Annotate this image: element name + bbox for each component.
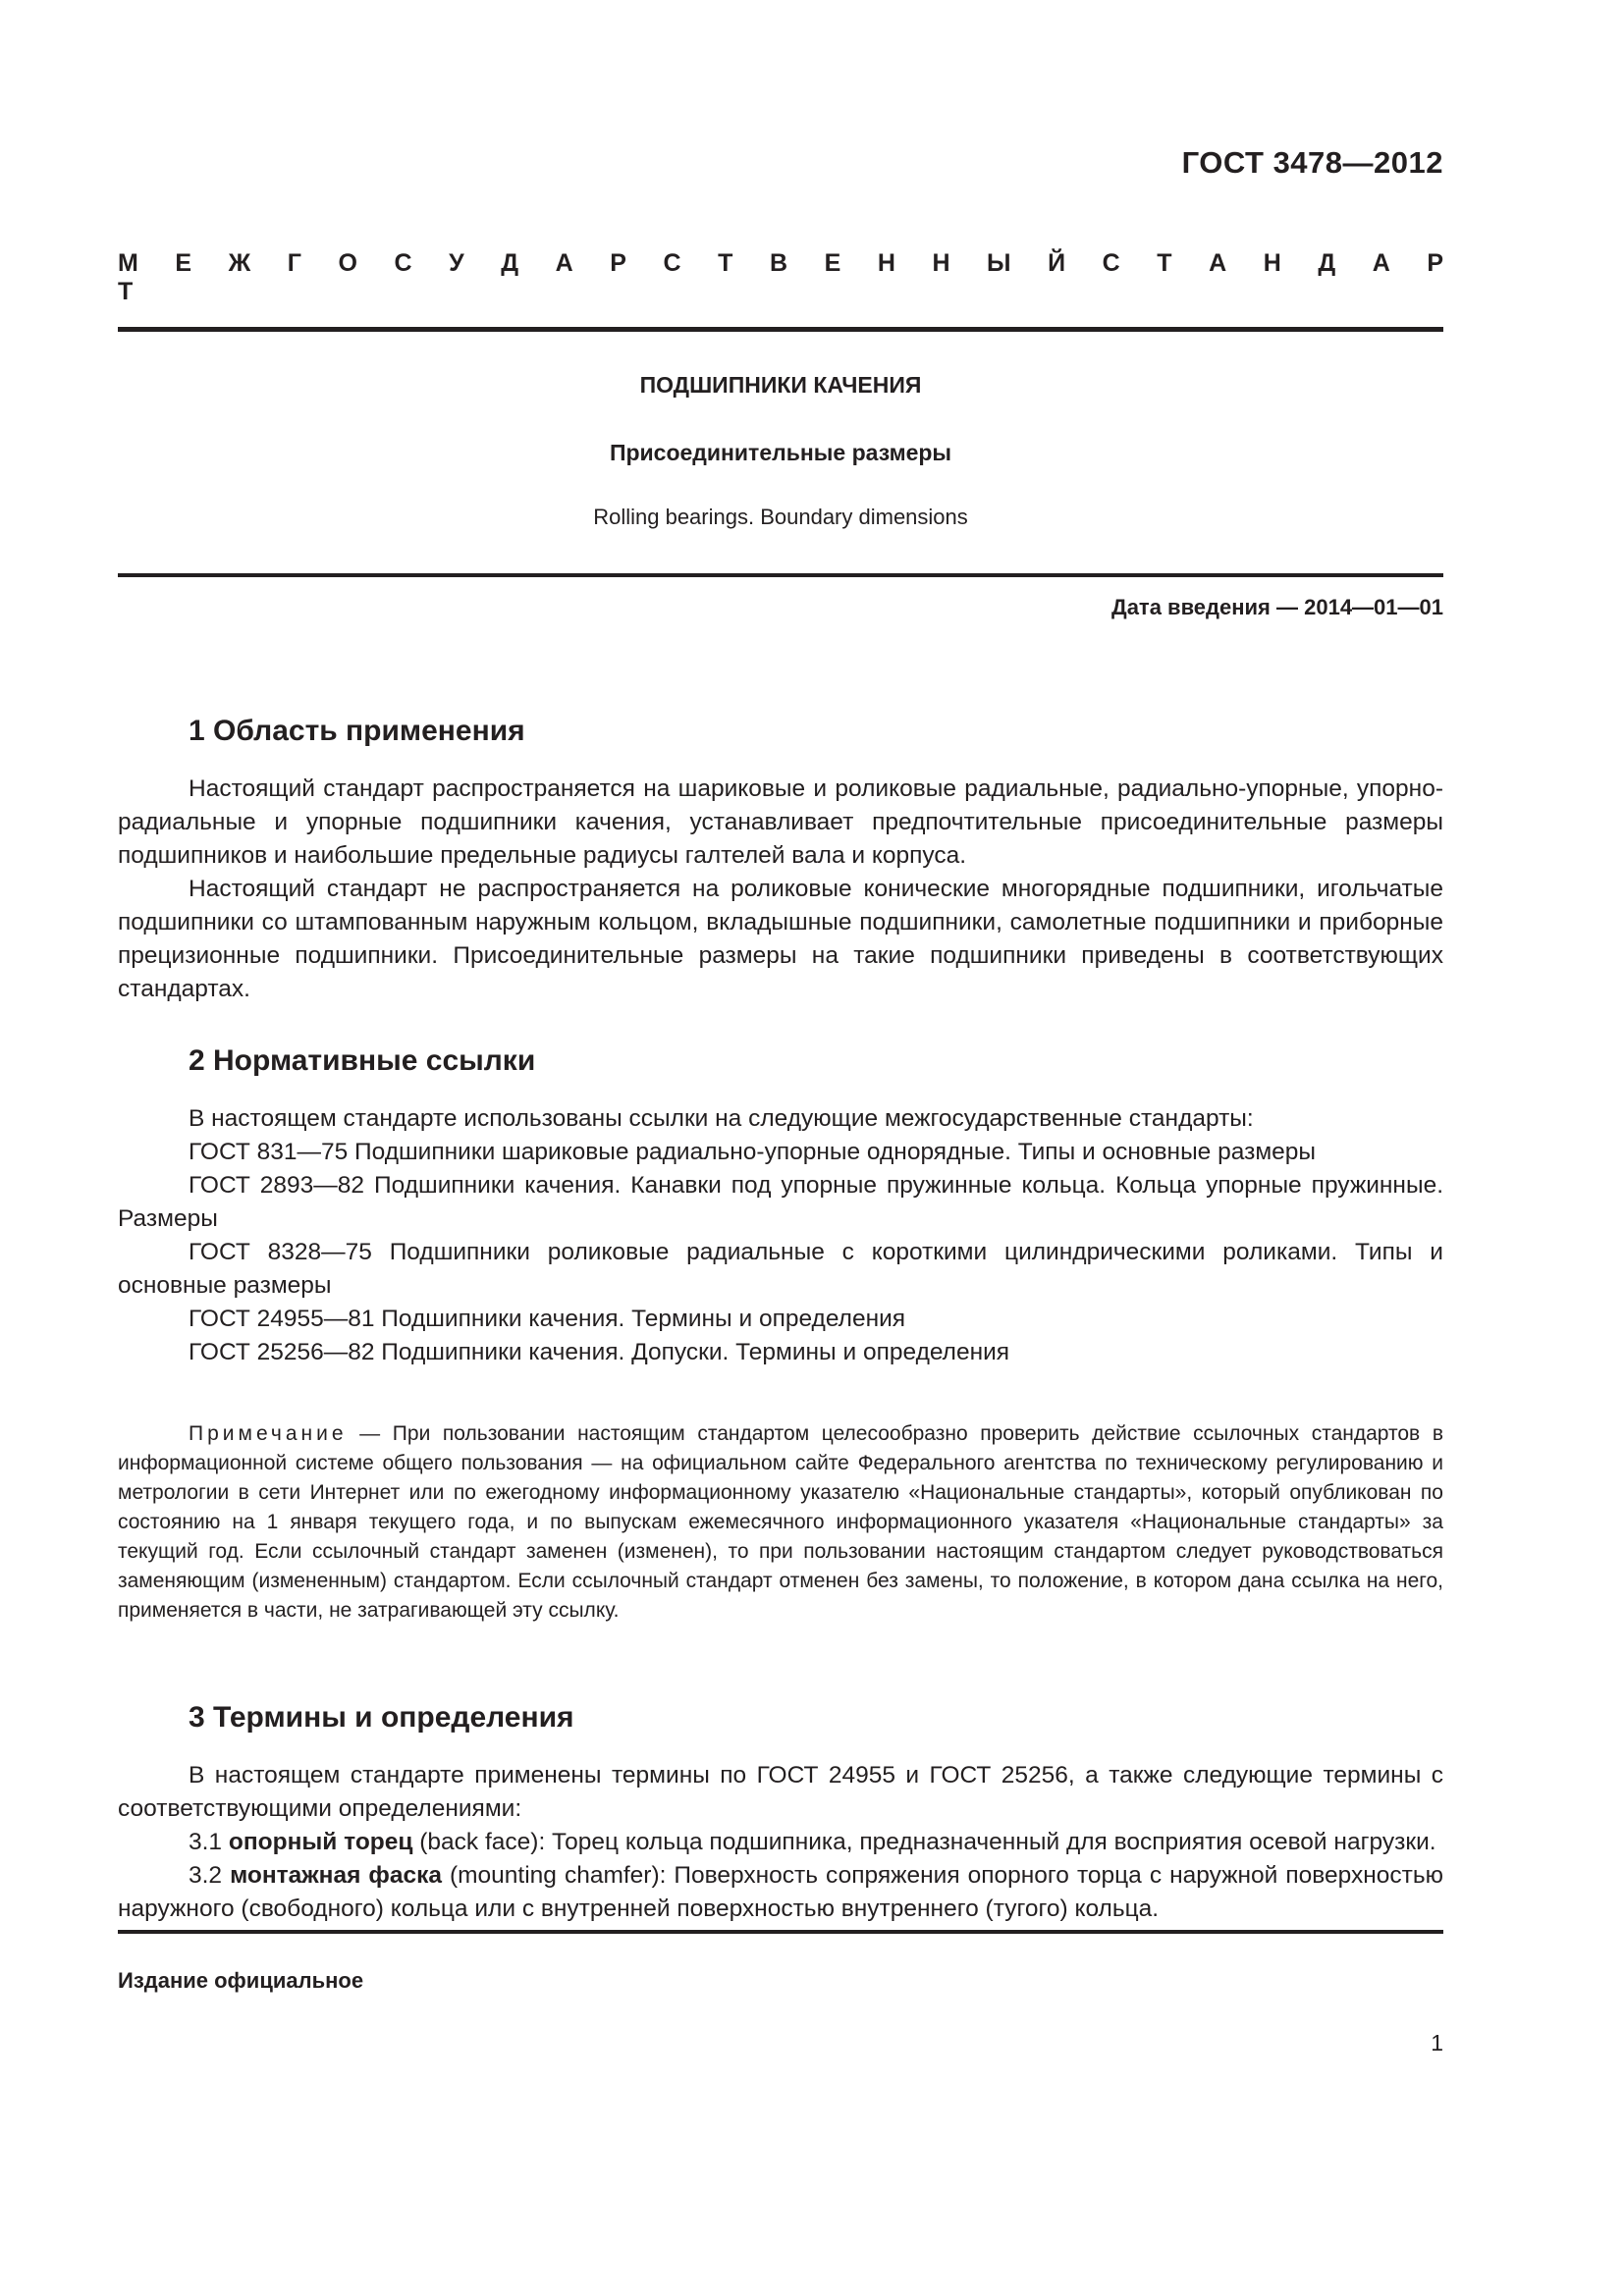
note-text: — При пользовании настоящим стандартом целесообразно проверить действие ссылочных стандартов в информационной системе общего пользования — на официальном сайте Федерального агентства по техническому регулированию и метрологии в сети Интернет или по ежегодному информационному указателю «Национальные стандарты», который опубликован по состоянию на 1 января текущего года, и по выпускам ежемесячного информационного указателя «Национальные стандарты» за текущий год. Если ссылочный стандарт заменен (изменен), то при пользовании настоящим стандартом следует руководствоваться заменяющим (измененным) стандартом. Если ссылочный стандарт отменен без замены, то положение, в котором дана ссылка на него, применяется в части, не затрагивающей эту ссылку.: [118, 1422, 1443, 1622]
note-block: [118, 1419, 1443, 1626]
term-definition: [118, 1826, 1443, 1859]
section-3-body: [118, 1759, 1443, 1926]
section-2-intro: В настоящем стандарте использованы ссылки на следующие межгосударственные стандарты:: [189, 1105, 1254, 1132]
section-1-paragraph: Настоящий стандарт распространяется на шариковые и роликовые радиальные, радиально-упорные, упорно-радиальные и упорные подшипники качения, устанавливает предпочтительные присоединительные размеры подшипников и наибольшие предельные радиусы галтелей вала и корпуса.: [118, 775, 1443, 869]
reference-item: ГОСТ 2893—82 Подшипники качения. Канавки под упорные пружинные кольца. Кольца упорные пружинные. Размеры: [118, 1172, 1443, 1232]
official-edition-label: Издание официальное: [118, 1968, 364, 1993]
note-label: Примечание: [189, 1422, 348, 1445]
section-3-heading: 3 Термины и определения: [189, 1701, 574, 1734]
term-number: 3.1: [189, 1829, 223, 1855]
note-paragraph: [118, 1419, 1443, 1626]
section-3-intro: В настоящем стандарте применены термины по ГОСТ 24955 и ГОСТ 25256, а также следующие термины с соответствующими определениями:: [118, 1762, 1443, 1822]
reference-item: ГОСТ 8328—75 Подшипники роликовые радиальные с короткими цилиндрическими роликами. Типы и основные размеры: [118, 1239, 1443, 1299]
title-rule: [118, 573, 1443, 577]
header-rule: [118, 327, 1443, 332]
term-name: монтажная фаска: [230, 1862, 442, 1889]
section-2-body: [118, 1102, 1443, 1369]
section-1-paragraph: Настоящий стандарт не распространяется на роликовые конические многорядные подшипники, игольчатые подшипники со штампованным наружным кольцом, вкладышные подшипники, самолетные подшипники и приборные прецизионные подшипники. Присоединительные размеры на такие подшипники приведены в соответствующих стандартах.: [118, 876, 1443, 1002]
reference-item: ГОСТ 24955—81 Подшипники качения. Термины и определения: [189, 1306, 906, 1332]
interstate-standard-banner: М Е Ж Г О С У Д А Р С Т В Е Н Н Ы Й С Т А Н Д А Р Т: [118, 249, 1443, 305]
section-1-heading: 1 Область применения: [189, 715, 525, 747]
introduction-date: Дата введения — 2014—01—01: [1111, 595, 1443, 619]
section-2-heading: 2 Нормативные ссылки: [189, 1044, 536, 1077]
page-number: 1: [1431, 2030, 1443, 2056]
document-subtitle: Присоединительные размеры: [609, 440, 952, 465]
term-definition: [118, 1859, 1443, 1926]
term-text: (mounting chamfer): Поверхность сопряжения опорного торца с наружной поверхностью наружного (свободного) кольца или с внутренней поверхностью внутреннего (тугого) кольца.: [118, 1862, 1443, 1922]
footer-rule: [118, 1930, 1443, 1934]
gost-code: ГОСТ 3478—2012: [1181, 145, 1443, 180]
term-number: 3.2: [189, 1862, 223, 1889]
document-title: ПОДШИПНИКИ КАЧЕНИЯ: [639, 372, 922, 398]
document-title-english: Rolling bearings. Boundary dimensions: [593, 505, 968, 529]
term-name: опорный торец: [228, 1829, 413, 1855]
reference-item: ГОСТ 25256—82 Подшипники качения. Допуски. Термины и определения: [189, 1339, 1010, 1365]
section-1-body: [118, 773, 1443, 1006]
term-text: (back face): Торец кольца подшипника, предназначенный для восприятия осевой нагрузки.: [412, 1829, 1436, 1855]
reference-item: ГОСТ 831—75 Подшипники шариковые радиально-упорные однорядные. Типы и основные размеры: [189, 1139, 1317, 1165]
